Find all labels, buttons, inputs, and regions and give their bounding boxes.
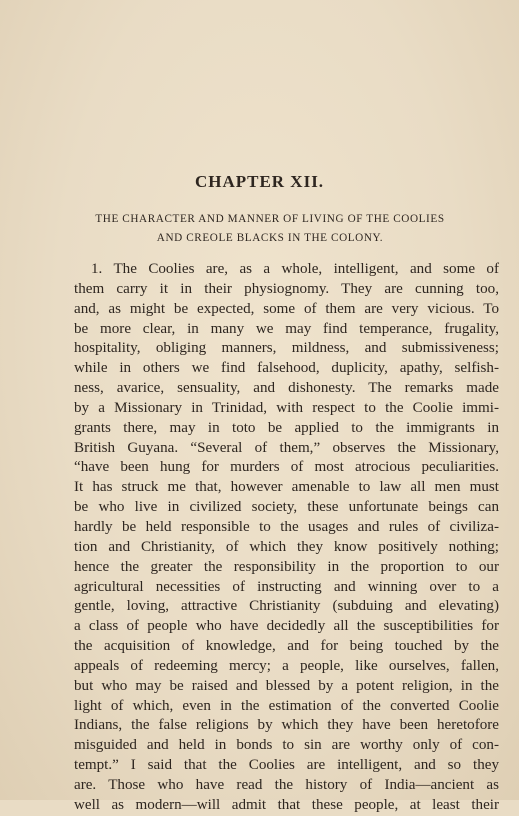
text-line: Indians, the false religions by which they have been heretofore bbox=[74, 717, 499, 734]
text-line: while in others we find falsehood, duplicity, apathy, selfish- bbox=[74, 360, 499, 377]
text-line: be more clear, in many we may find temperance, frugality, bbox=[74, 320, 499, 337]
text-line: light of which, even in the estimation of the converted Coolie bbox=[74, 697, 499, 714]
chapter-title: CHAPTER XII. bbox=[194, 172, 325, 191]
text-line: well as modern—will admit that these people, at least their bbox=[74, 796, 499, 813]
text-line: agricultural necessities of instructing and winning over to a bbox=[74, 578, 499, 595]
text-line: tion and Christianity, of which they know positively nothing; bbox=[74, 538, 499, 555]
text-line: ness, avarice, sensuality, and dishonesty. The remarks made bbox=[74, 380, 499, 397]
body-paragraph bbox=[74, 260, 499, 816]
text-line: and, as might be expected, some of them are very vicious. To bbox=[74, 300, 499, 317]
text-line: British Guyana. “Several of them,” observes the Missionary, bbox=[74, 439, 499, 456]
subtitle-line: AND CREOLE BLACKS IN THE COLONY. bbox=[156, 232, 384, 244]
text-line: a class of people who have decidedly all the susceptibilities for bbox=[74, 618, 499, 635]
chapter-subtitle bbox=[60, 210, 480, 248]
text-line: them carry it in their physiognomy. They are cunning too, bbox=[74, 280, 499, 297]
text-line: “have been hung for murders of most atrocious peculiarities. bbox=[74, 459, 499, 476]
text-line: It has struck me that, however amenable to law all men must bbox=[74, 479, 499, 496]
text-line: 1. The Coolies are, as a whole, intelligent, and some of bbox=[91, 261, 499, 277]
text-line: be who live in civilized society, these unfortunate beings can bbox=[74, 499, 499, 516]
text-line: hardly be held responsible to the usages and rules of civiliza- bbox=[74, 518, 499, 535]
text-line: gentle, loving, attractive Christianity (subduing and elevating) bbox=[74, 598, 499, 615]
text-line: appeals of redeeming mercy; a people, like ourselves, fallen, bbox=[74, 657, 499, 674]
text-line: misguided and held in bonds to sin are worthy only of con- bbox=[74, 737, 499, 754]
text-line: tempt.” I said that the Coolies are intelligent, and so they bbox=[74, 757, 499, 774]
text-line: but who may be raised and blessed by a potent religion, in the bbox=[74, 677, 499, 694]
text-line: grants there, may in toto be applied to the immigrants in bbox=[74, 419, 499, 436]
text-line: by a Missionary in Trinidad, with respect to the Coolie immi- bbox=[74, 399, 499, 416]
text-line: the acquisition of knowledge, and for being touched by the bbox=[74, 638, 499, 655]
text-line: hence the greater the responsibility in the proportion to our bbox=[74, 558, 499, 575]
text-line: hospitality, obliging manners, mildness, and submissiveness; bbox=[74, 340, 499, 357]
text-line: are. Those who have read the history of India—ancient as bbox=[74, 776, 499, 793]
subtitle-line: THE CHARACTER AND MANNER OF LIVING OF THE COOLIES bbox=[95, 213, 445, 225]
